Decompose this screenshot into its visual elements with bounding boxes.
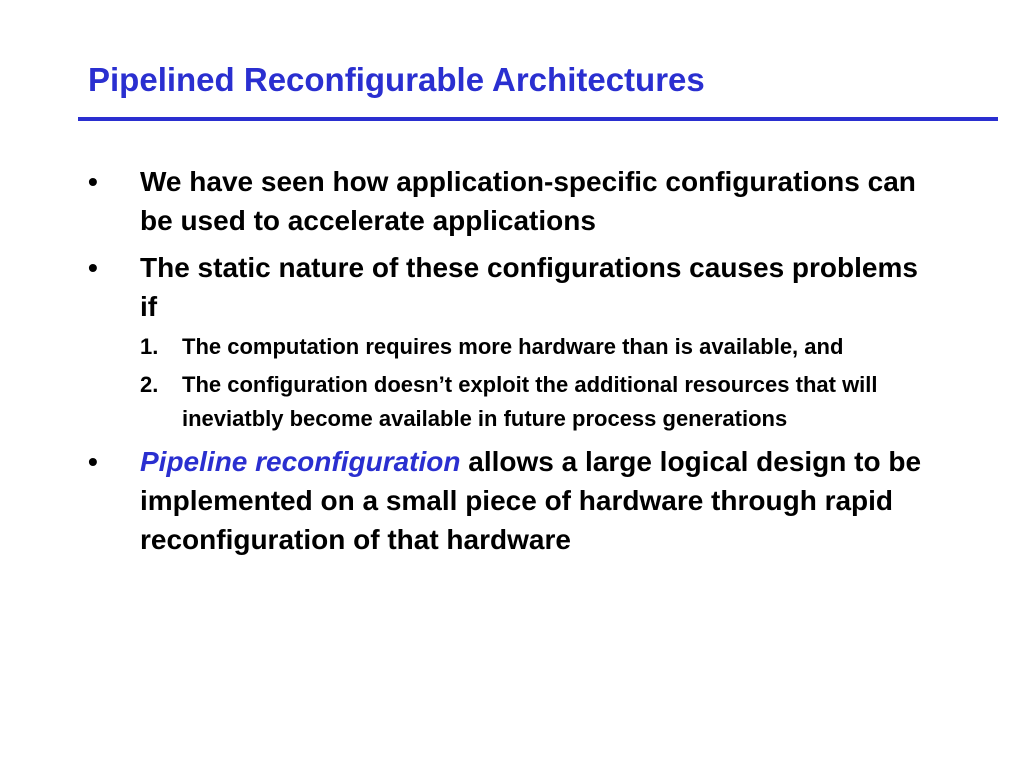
- bullet-item: [0, 162, 940, 240]
- bullet-text: allows a large logical design to be implemented on a small piece of hardware through rapid reconfiguration of that hardware: [140, 446, 922, 555]
- bullet-text: We have seen how application-specific configurations can be used to accelerate applications: [140, 166, 916, 236]
- numbered-text: The computation requires more hardware than is available, and: [182, 334, 844, 359]
- bullet-dot: •: [88, 446, 98, 477]
- emphasis-term: Pipeline reconfiguration: [140, 446, 461, 477]
- bullet-item: [0, 248, 940, 326]
- bullet-text: The static nature of these configurations causes problems if: [140, 252, 918, 322]
- numbered-list: [0, 330, 1024, 436]
- numbered-text: The configuration doesn’t exploit the additional resources that will ineviatbly become available in future process generations: [182, 372, 878, 431]
- slide-body: [0, 162, 1024, 567]
- numbered-item: [0, 368, 952, 436]
- title-divider: [78, 117, 998, 121]
- bullet-item: [0, 442, 940, 559]
- slide-title: Pipelined Reconfigurable Architectures: [88, 61, 705, 98]
- bullet-dot: •: [88, 166, 98, 197]
- item-number: 1.: [140, 334, 159, 359]
- item-number: 2.: [140, 372, 159, 397]
- bullet-dot: •: [88, 252, 98, 283]
- numbered-item: [0, 330, 952, 364]
